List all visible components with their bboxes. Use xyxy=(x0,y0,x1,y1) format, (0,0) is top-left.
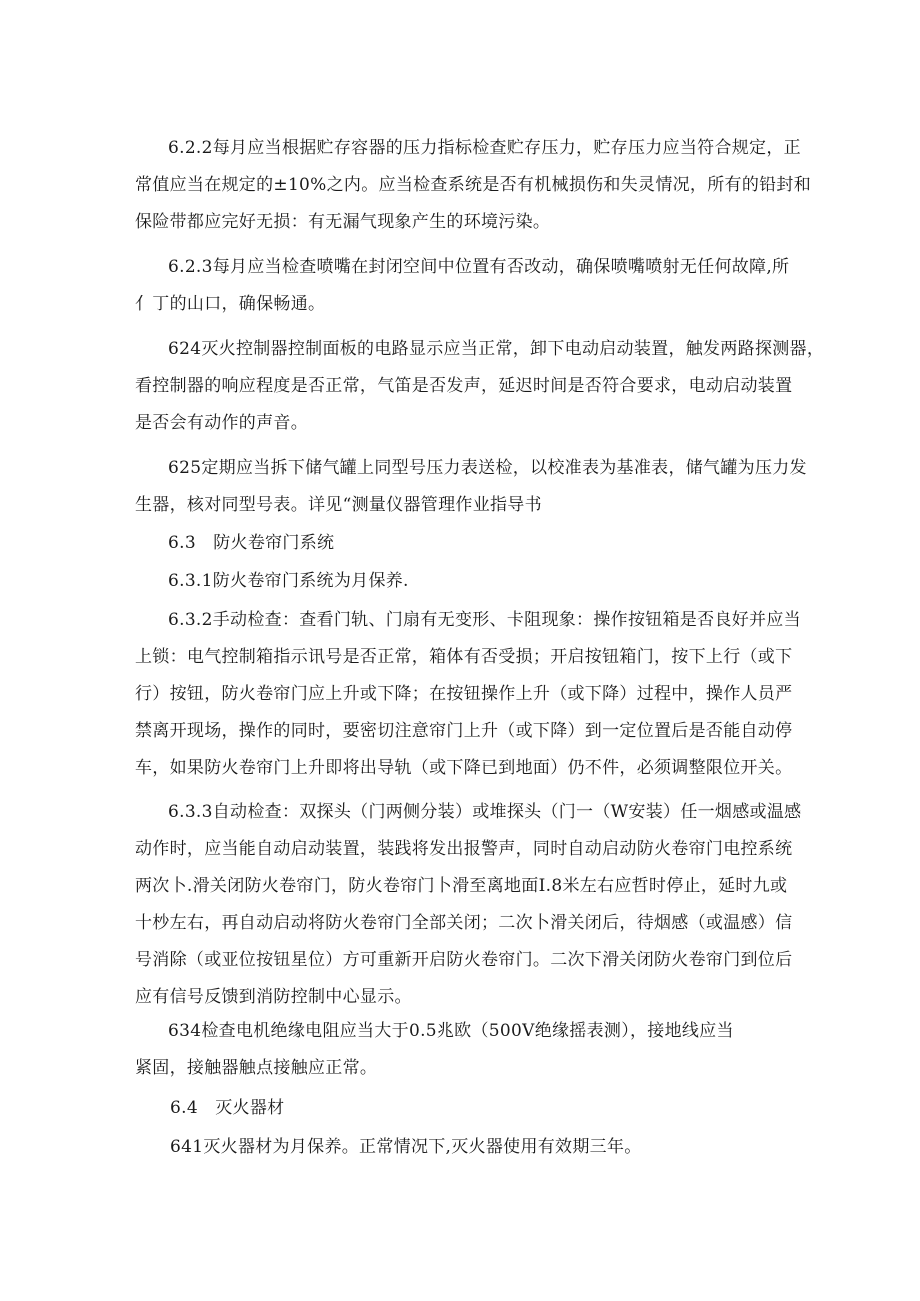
paragraph-6-3-2-line-2: 上锁：电气控制箱指示讯号是否正常，箱体有否受损；开启按钮箱门，按下上行（或下 xyxy=(135,647,793,667)
section-heading-6-4: 6.4 灭火器材 xyxy=(170,1098,285,1118)
paragraph-641-line-1: 641灭火器材为月保养。正常情况下,灭火器使用有效期三年。 xyxy=(170,1137,642,1157)
paragraph-6-2-2-line-2: 常值应当在规定的±10%之内。应当检查系统是否有机械损伤和失灵情况，所有的铅封和 xyxy=(135,175,812,195)
paragraph-6-2-2-line-1: 6.2.2每月应当根据贮存容器的压力指标检查贮存压力，贮存压力应当符合规定，正 xyxy=(168,138,801,158)
paragraph-6-3-2-line-5: 车，如果防火卷帘门上升即将出导轨（或下降已到地面）仍不件，必须调整限位开关。 xyxy=(135,758,793,778)
paragraph-624-line-1: 624灭火控制器控制面板的电路显示应当正常，卸下电动启动装置，触发两路探测器， xyxy=(168,339,825,359)
paragraph-6-3-3-line-4: 十杪左右，再自动启动将防火卷帘门全部关闭；二次卜滑关闭后，待烟感（或温感）信 xyxy=(135,913,793,933)
paragraph-6-3-3-line-5: 号消除（或亚位按钮星位）方可重新开启防火卷帘门。二次下滑关闭防火卷帘门到位后 xyxy=(135,950,793,970)
paragraph-634-line-1: 634检查电机绝缘电阻应当大于0.5兆欧（500V绝缘摇表测），接地线应当 xyxy=(168,1021,734,1041)
paragraph-6-2-3-line-1: 6.2.3每月应当检查喷嘴在封闭空间中位置有否改动，确保喷嘴喷射无任何故障,所 xyxy=(168,257,790,277)
paragraph-634-line-2: 紧固，接触器触点接触应正常。 xyxy=(135,1058,378,1078)
paragraph-624-line-3: 是否会有动作的声音。 xyxy=(135,413,308,433)
paragraph-6-2-2-line-3: 保险带都应完好无损：有无漏气现象产生的环境污染。 xyxy=(135,212,551,232)
paragraph-6-2-3-line-2: 亻丁的山口，确保畅通。 xyxy=(135,294,326,314)
paragraph-6-3-1-line-1: 6.3.1防火卷帘门系统为月保养. xyxy=(168,571,409,591)
paragraph-6-3-3-line-2: 动作时，应当能自动启动装置，装践将发出报警声，同时自动启动防火卷帘门电控系统 xyxy=(135,839,793,859)
section-heading-6-3: 6.3 防火卷帘门系统 xyxy=(168,533,335,553)
paragraph-6-3-3-line-3: 两次卜.滑关闭防火卷帘门，防火卷帘门卜滑至离地面I.8米左右应哲时停止，延时九或 xyxy=(135,876,788,896)
paragraph-625-line-1: 625定期应当拆下储气罐上同型号压力表送检，以校准表为基准表，储气罐为压力发 xyxy=(168,458,807,478)
paragraph-6-3-2-line-1: 6.3.2手动检查：查看门轨、门扇有无变形、卡阻现象：操作按钮箱是否良好并应当 xyxy=(168,610,801,630)
paragraph-6-3-2-line-4: 禁离开现场，操作的同时，要密切注意帘门上升（或下降）到一定位置后是否能自动停 xyxy=(135,721,793,741)
paragraph-6-3-3-line-1: 6.3.3自动检查：双探头（门两侧分装）或堆探头（门一（W安装）任一烟感或温感 xyxy=(168,802,802,822)
paragraph-6-3-2-line-3: 行）按钮，防火卷帘门应上升或下降；在按钮操作上升（或下降）过程中，操作人员严 xyxy=(135,684,793,704)
paragraph-625-line-2: 生器，核对同型号表。详见“测量仪器管理作业指导书 xyxy=(135,495,542,515)
paragraph-6-3-3-line-6: 应有信号反馈到消防控制中心显示。 xyxy=(135,987,412,1007)
paragraph-624-line-2: 看控制器的响应程度是否正常，气笛是否发声，延迟时间是否符合要求，电动启动装置 xyxy=(135,376,793,396)
